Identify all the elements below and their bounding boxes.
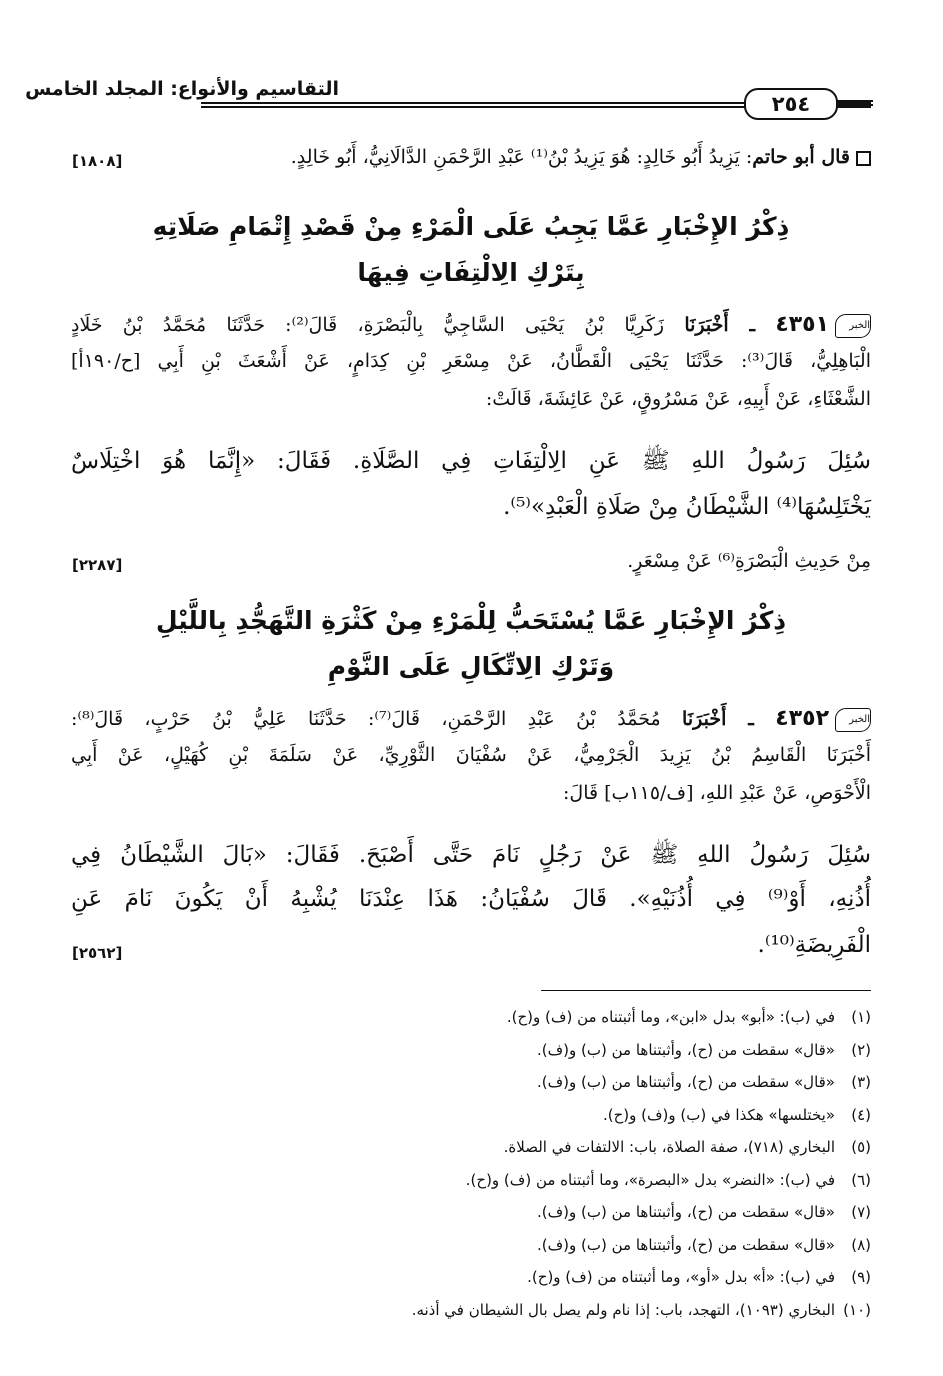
- footnote: [71, 1073, 871, 1091]
- matn-line: سُئِلَ رَسُولُ اللهِ ﷺ عَنْ رَجُلٍ نَامَ حَتَّى أَصْبَحَ. فَقَالَ: «بَالَ الشَّيْطَانُ فِي: [71, 842, 871, 868]
- hadith-lead: ـ أَخْبَرَنَا: [682, 708, 754, 730]
- footnote-number: (٥): [851, 1138, 871, 1156]
- footnote: [71, 1203, 871, 1221]
- footnote-number: (٩): [851, 1268, 871, 1286]
- footnote-text: في (ب): «النضر» بدل «البصرة»، وما أثبتناه من (ف) و(ح).: [465, 1170, 835, 1189]
- hadith-lead: ـ أَخْبَرَنَا: [684, 314, 756, 336]
- header-rule: [836, 100, 873, 102]
- khabar-badge-icon: الخبر: [835, 314, 871, 338]
- matn-line: سُئِلَ رَسُولُ اللهِ ﷺ عَنِ الِالْتِفَاتِ فِي الصَّلَاةِ. فَقَالَ: «إِنَّمَا هُوَ اخْتِلَاسٌ: [71, 448, 871, 474]
- note-ref: [١٨٠٨]: [72, 152, 123, 170]
- footnote: [71, 1041, 871, 1059]
- hadith-number: ٤٣٥١: [775, 312, 830, 337]
- hadith-ref: [٢٥٦٢]: [72, 944, 123, 962]
- footnote: [71, 1301, 871, 1319]
- matn-line: الْفَرِيضَةِ⁽¹⁰⁾.: [757, 932, 871, 958]
- footnote: [71, 1106, 871, 1124]
- hadith-number: ٤٣٥٢: [775, 706, 829, 731]
- footnote-number: (٨): [851, 1235, 871, 1254]
- hadith-ref: [٢٢٨٧]: [72, 556, 123, 574]
- matn-line: يَخْتَلِسُهَا⁽⁴⁾ الشَّيْطَانُ مِنْ صَلَاةِ الْعَبْدِ»⁽⁵⁾.: [503, 494, 871, 520]
- matn-line: أُذُنِهِ، أَوْ⁽⁹⁾ فِي أُذُنَيْهِ». قَالَ سُفْيَانُ: هَذَا عِنْدَنَا يُشْبِهُ أَنْ يَكُونَ نَامَ عَنِ: [71, 886, 871, 912]
- footnote-text: «يختلسها» هكذا في (ب) و(ف) و(ح).: [602, 1105, 835, 1124]
- header-rule: [836, 104, 873, 106]
- footnote-number: (٦): [851, 1170, 871, 1189]
- footnote-number: (٤): [851, 1105, 871, 1124]
- footnote-number: (١): [851, 1008, 871, 1026]
- section-heading: ذِكْرُ الإِخْبَارِ عَمَّا يَجِبُ عَلَى الْمَرْءِ مِنْ قَصْدِ إِتْمَامِ صَلَاتِهِ: [152, 212, 790, 241]
- footnote: [71, 1171, 871, 1189]
- footnote-number: (٣): [851, 1073, 871, 1091]
- isnad-text: مُحَمَّدُ بْنُ عَبْدِ الرَّحْمَنِ، قَالَ⁽⁷⁾: حَدَّثَنَا عَلِيُّ بْنُ حَرْبٍ، قَالَ⁽⁸⁾:: [71, 708, 661, 730]
- footnote-text: البخاري (١٠٩٣)، التهجد، باب: إذا نام ولم يصل بال الشيطان في أذنه.: [411, 1300, 835, 1319]
- khabar-badge-icon: الخبر: [835, 708, 871, 732]
- footnote: [71, 1236, 871, 1254]
- footnote-text: في (ب): «أ» بدل «أو»، وما أثبتناه من (ف) و(ح).: [527, 1268, 835, 1286]
- isnad-line: أَخْبَرَنَا الْقَاسِمُ بْنُ يَزِيدَ الْجَرْمِيُّ، عَنْ سُفْيَانَ الثَّوْرِيِّ، عَنْ سَلَمَةَ بْنِ كُهَيْلٍ، عَنْ أَبِي: [71, 744, 871, 766]
- footnote-number: (٢): [851, 1040, 871, 1059]
- footnote: [71, 1138, 871, 1156]
- footnote-text: «قال» سقطت من (ح)، وأثبتناها من (ب) و(ف).: [536, 1203, 835, 1221]
- note-text: : يَزِيدُ أَبُو خَالِدٍ: هُوَ يَزِيدُ بْنُ⁽¹⁾ عَبْدِ الرَّحْمَنِ الدَّالَانِيُّ، أَبُو خَالِدٍ.: [290, 146, 753, 168]
- tail-line: مِنْ حَدِيثِ الْبَصْرَةِ⁽⁶⁾ عَنْ مِسْعَرٍ.: [627, 550, 871, 572]
- footnote-text: «قال» سقطت من (ح)، وأثبتناها من (ب) و(ف).: [536, 1073, 835, 1091]
- isnad-line: [71, 706, 871, 732]
- footnote: [71, 1008, 871, 1026]
- footnote: [71, 1268, 871, 1286]
- isnad-line: الشَّعْثَاءِ، عَنْ أَبِيهِ، عَنْ مَسْرُوقٍ، عَنْ عَائِشَةَ، قَالَتْ:: [485, 388, 871, 410]
- isnad-text: زَكَرِيَّا بْنُ يَحْيَى السَّاجِيُّ بِالْبَصْرَةِ، قَالَ⁽²⁾: حَدَّثَنَا مُحَمَّدُ بْنُ خَلَادٍ: [71, 314, 665, 336]
- footnote-text: «قال» سقطت من (ح)، وأثبتناها من (ب) و(ف).: [536, 1040, 835, 1059]
- footnote-number: (٧): [851, 1203, 871, 1221]
- footnote-rule: [541, 990, 871, 991]
- page-number: ٢٥٤: [744, 88, 838, 120]
- isnad-line: [71, 312, 871, 338]
- note-line: [71, 146, 871, 168]
- footnote-text: «قال» سقطت من (ح)، وأثبتناها من (ب) و(ف).: [536, 1235, 835, 1254]
- footnote-text: في (ب): «أبو» بدل «ابن»، وما أثبتناه من (ف) و(ح).: [506, 1008, 835, 1026]
- note-label: قال أبو حاتم: [752, 146, 850, 168]
- square-bullet-icon: [856, 151, 871, 166]
- footnote-number: (١٠): [843, 1300, 871, 1319]
- running-header-title: التقاسيم والأنواع: المجلد الخامس: [25, 78, 339, 100]
- section-heading: بِتَرْكِ الِالْتِفَاتِ فِيهَا: [357, 258, 585, 287]
- isnad-line: الْبَاهِلِيُّ، قَالَ⁽³⁾: حَدَّثَنَا يَحْيَى الْقَطَّانُ، عَنْ مِسْعَرِ بْنِ كِدَامٍ، عَنْ أَشْعَثَ بْنِ أَبِي [ح/١٩٠أ]: [71, 350, 871, 372]
- footnote-text: البخاري (٧١٨)، صفة الصلاة، باب: الالتفات في الصلاة.: [503, 1138, 835, 1156]
- isnad-line: الْأَحْوَصِ، عَنْ عَبْدِ اللهِ، [ف/١١٥ب] قَالَ:: [562, 782, 871, 804]
- section-heading: وَتَرْكِ الِاتِّكَالِ عَلَى النَّوْمِ: [327, 652, 615, 681]
- section-heading: ذِكْرُ الإِخْبَارِ عَمَّا يُسْتَحَبُّ لِلْمَرْءِ مِنْ كَثْرَةِ التَّهَجُّدِ بِاللَّيْلِ: [155, 606, 787, 635]
